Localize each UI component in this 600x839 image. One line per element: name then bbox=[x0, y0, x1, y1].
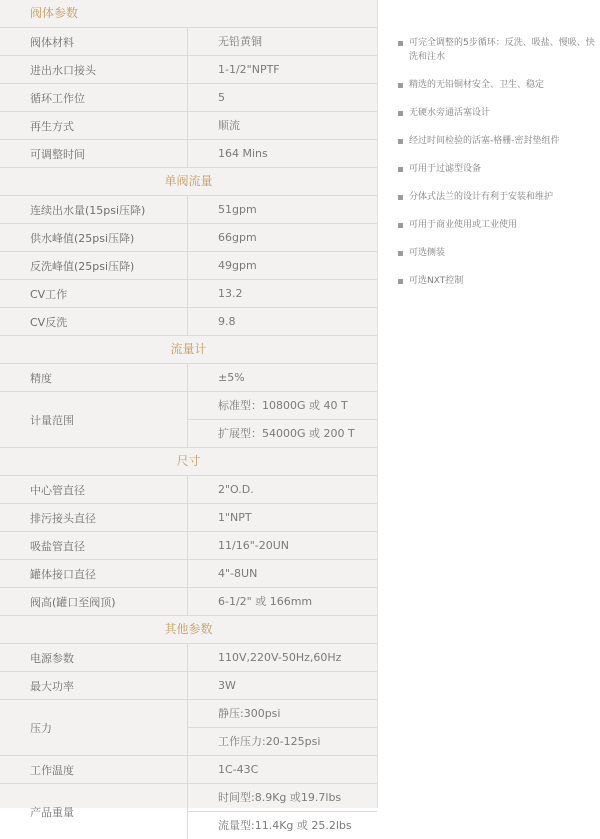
row-label: CV反洗 bbox=[0, 308, 188, 335]
section-title-flow-meter: 流量计 bbox=[0, 336, 377, 364]
row-label: 循环工作位 bbox=[0, 84, 188, 111]
section-title-valve-flow: 单阀流量 bbox=[0, 168, 377, 196]
row-label: 工作温度 bbox=[0, 756, 188, 783]
section-title-dimensions: 尺寸 bbox=[0, 448, 377, 476]
row-value: 无铅黄铜 bbox=[218, 35, 262, 48]
square-bullet-icon bbox=[398, 195, 403, 200]
table-row bbox=[0, 140, 377, 168]
feature-text: 精选的无铅铜材安全、卫生、稳定 bbox=[409, 80, 545, 90]
table-row bbox=[0, 392, 377, 448]
row-label: 连续出水量(15psi压降) bbox=[0, 196, 188, 223]
feature-text: 可完全调整的5步循环：反洗、吸盐、慢吸、快洗和注水 bbox=[409, 38, 595, 62]
table-row bbox=[0, 364, 377, 392]
square-bullet-icon bbox=[398, 41, 403, 46]
feature-text: 经过时间检验的活塞-格栅-密封垫组件 bbox=[409, 136, 560, 146]
table-row bbox=[0, 224, 377, 252]
list-item bbox=[398, 218, 598, 246]
table-row bbox=[0, 196, 377, 224]
row-label: 电源参数 bbox=[0, 644, 188, 671]
row-value: 11/16"-20UN bbox=[218, 539, 290, 552]
feature-text: 分体式法兰的设计有利于安装和维护 bbox=[409, 192, 554, 202]
row-value: 扩展型：54000G 或 200 T bbox=[188, 419, 377, 447]
feature-text: 可选侧装 bbox=[409, 248, 446, 258]
list-item bbox=[398, 246, 598, 274]
square-bullet-icon bbox=[398, 111, 403, 116]
table-row bbox=[0, 280, 377, 308]
list-item bbox=[398, 106, 598, 134]
row-label: 阀高(罐口至阀顶) bbox=[0, 588, 188, 615]
row-label: CV工作 bbox=[0, 280, 188, 307]
row-label: 排污接头直径 bbox=[0, 504, 188, 531]
list-item bbox=[398, 134, 598, 162]
feature-text: 可选NXT控制 bbox=[409, 276, 464, 286]
list-item bbox=[398, 190, 598, 218]
row-label: 精度 bbox=[0, 364, 188, 391]
table-row bbox=[0, 308, 377, 336]
feature-text: 可用于过滤型设备 bbox=[409, 164, 482, 174]
row-value: 6-1/2" 或 166mm bbox=[218, 595, 313, 608]
table-row bbox=[0, 504, 377, 532]
list-item bbox=[398, 162, 598, 190]
row-value: 66gpm bbox=[218, 231, 257, 244]
table-row bbox=[0, 672, 377, 700]
row-value: 5 bbox=[218, 91, 225, 104]
row-label: 压力 bbox=[0, 700, 188, 755]
table-row bbox=[0, 588, 377, 616]
square-bullet-icon bbox=[398, 139, 403, 144]
table-row bbox=[0, 644, 377, 672]
list-item bbox=[398, 78, 598, 106]
table-row bbox=[0, 84, 377, 112]
row-value: 工作压力:20-125psi bbox=[188, 727, 377, 755]
list-item bbox=[398, 36, 598, 78]
table-row bbox=[0, 560, 377, 588]
row-label: 计量范围 bbox=[0, 392, 188, 447]
row-value: 顺流 bbox=[218, 119, 240, 132]
list-item bbox=[398, 274, 598, 302]
row-value: 静压:300psi bbox=[218, 707, 281, 720]
row-value: ±5% bbox=[218, 371, 245, 384]
table-row bbox=[0, 784, 377, 839]
section-title-valve-body: 阀体参数 bbox=[0, 0, 377, 28]
row-label: 最大功率 bbox=[0, 672, 188, 699]
square-bullet-icon bbox=[398, 223, 403, 228]
row-value: 1-1/2"NPTF bbox=[218, 63, 280, 76]
row-value: 标准型：10800G 或 40 T bbox=[218, 399, 348, 412]
row-value: 51gpm bbox=[218, 203, 257, 216]
row-label: 中心管直径 bbox=[0, 476, 188, 503]
row-label: 阀体材料 bbox=[0, 28, 188, 55]
row-label: 罐体接口直径 bbox=[0, 560, 188, 587]
row-label: 反洗峰值(25psi压降) bbox=[0, 252, 188, 279]
square-bullet-icon bbox=[398, 167, 403, 172]
row-label: 产品重量 bbox=[0, 784, 188, 839]
row-value: 2"O.D. bbox=[218, 483, 254, 496]
row-value: 13.2 bbox=[218, 287, 243, 300]
row-label: 可调整时间 bbox=[0, 140, 188, 167]
row-value: 110V,220V-50Hz,60Hz bbox=[218, 651, 342, 664]
row-value: 4"-8UN bbox=[218, 567, 258, 580]
row-value: 49gpm bbox=[218, 259, 257, 272]
row-value: 3W bbox=[218, 679, 236, 692]
table-row bbox=[0, 56, 377, 84]
table-row bbox=[0, 700, 377, 756]
square-bullet-icon bbox=[398, 83, 403, 88]
square-bullet-icon bbox=[398, 279, 403, 284]
row-value: 164 Mins bbox=[218, 147, 268, 160]
row-label: 供水峰值(25psi压降) bbox=[0, 224, 188, 251]
feature-list bbox=[398, 36, 598, 302]
row-value: 1"NPT bbox=[218, 511, 252, 524]
row-label: 再生方式 bbox=[0, 112, 188, 139]
feature-text: 无硬水旁通活塞设计 bbox=[409, 108, 491, 118]
table-row bbox=[0, 756, 377, 784]
square-bullet-icon bbox=[398, 251, 403, 256]
table-row bbox=[0, 28, 377, 56]
feature-text: 可用于商业使用或工业使用 bbox=[409, 220, 518, 230]
table-row bbox=[0, 476, 377, 504]
row-value: 9.8 bbox=[218, 315, 236, 328]
row-label: 进出水口接头 bbox=[0, 56, 188, 83]
table-row bbox=[0, 112, 377, 140]
row-value: 时间型:8.9Kg 或19.7lbs bbox=[218, 791, 342, 804]
table-row bbox=[0, 532, 377, 560]
row-label: 吸盐管直径 bbox=[0, 532, 188, 559]
row-value: 流量型:11.4Kg 或 25.2lbs bbox=[188, 811, 377, 839]
row-value: 1C-43C bbox=[218, 763, 259, 776]
table-row bbox=[0, 252, 377, 280]
section-title-other-params: 其他参数 bbox=[0, 616, 377, 644]
